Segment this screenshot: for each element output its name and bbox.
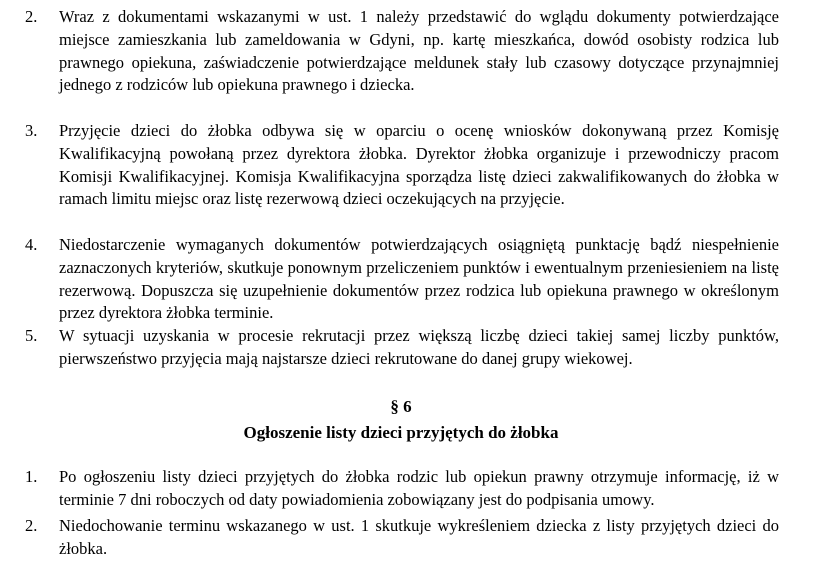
list-item-number: 5. <box>25 326 38 345</box>
list-item-number: 4. <box>25 235 38 254</box>
list-item-text: Przyjęcie dzieci do żłobka odbywa się w oparciu o ocenę wniosków dokonywaną przez Komisję Kwalifikacyjną powołaną przez dyrektora żłobka. Dyrektor żłobka organizuje i przewodniczy pracom Komisji Kwalifikacyjnej. Komisja Kwalifikacyjna sporządza listę dzieci zakwalifikowanych do żłobka w ramach limitu miejsc oraz listę rezerwową dzieci oczekujących na przyjęcie. <box>59 121 779 209</box>
section-number: § 6 <box>390 397 412 416</box>
list-item-number: 2. <box>25 7 38 26</box>
list-item-text: W sytuacji uzyskania w procesie rekrutacji przez większą liczbę dzieci takiej samej liczby punktów, pierwszeństwo przyjęcia mają najstarsze dzieci rekrutowane do danej grupy wiekowej. <box>59 326 779 368</box>
list-item-text: Niedostarczenie wymaganych dokumentów potwierdzających osiągniętą punktację bądź niespełnienie zaznaczonych kryteriów, skutkuje ponownym przeliczeniem punktów i ewentualnym przeniesieniem na listę rezerwową. Dopuszcza się uzupełnienie dokumentów przez rodzica lub opiekuna prawnego w określonym przez dyrektora żłobka terminie. <box>59 235 779 323</box>
list-item-text: Po ogłoszeniu listy dzieci przyjętych do żłobka rodzic lub opiekun prawny otrzymuje informację, iż w terminie 7 dni roboczych od daty powiadomienia zobowiązany jest do podpisania umowy. <box>59 467 779 509</box>
list-item-text: Wraz z dokumentami wskazanymi w ust. 1 należy przedstawić do wglądu dokumenty potwierdzające miejsce zamieszkania lub zameldowania w Gdyni, np. kartę mieszkańca, dowód osobisty rodzica lub prawnego opiekuna, zaświadczenie potwierdzające meldunek stały lub czasowy dotyczące przynajmniej jednego z rodziców lub opiekuna prawnego i dziecka. <box>59 7 779 95</box>
list-item-number: 3. <box>25 121 38 140</box>
section-title: Ogłoszenie listy dzieci przyjętych do żłobka <box>243 423 559 442</box>
list-item-number: 2. <box>25 516 38 535</box>
list-item-number: 1. <box>25 467 38 486</box>
list-item-text: Niedochowanie terminu wskazanego w ust. 1 skutkuje wykreśleniem dziecka z listy przyjętych dzieci do żłobka. <box>59 516 779 558</box>
